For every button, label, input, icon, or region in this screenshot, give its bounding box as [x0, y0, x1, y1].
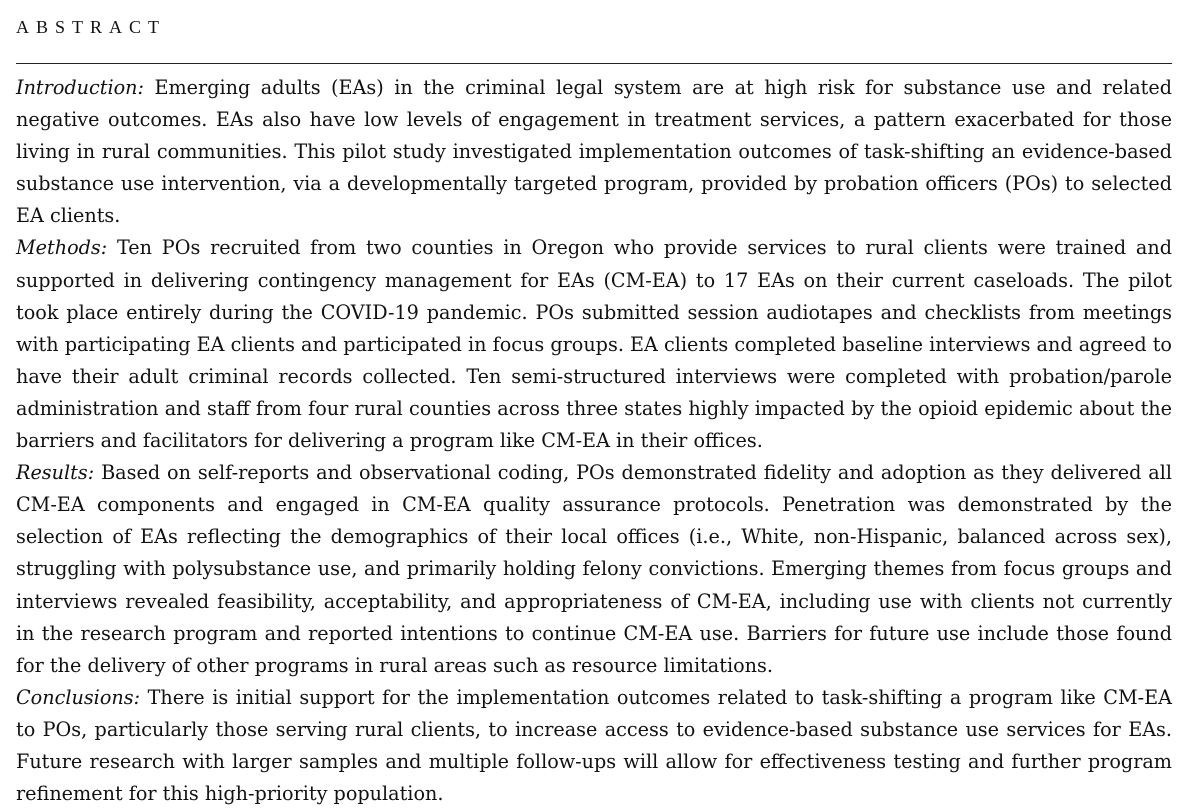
abstract-block: [16, 12, 1172, 810]
introduction-label: Introduction:: [16, 76, 144, 99]
abstract-heading: ABSTRACT: [16, 17, 167, 37]
methods-label: Methods:: [16, 236, 108, 260]
results-text: Based on self-reports and observational coding, POs demonstrated fidelity and adoption as they delivered all CM-EA components and engaged in CM-EA quality assurance protocols. Penetration was demonstrated by the selection of EAs reflecting the demographics of their local offices (i.e., White, non-Hispanic, balanced across sex), struggling with polysubstance use, and primarily holding felony convictions. Emerging themes from focus groups and interviews revealed feasibility, acceptability, and appropriateness of CM-EA, including use with clients not currently in the research program and reported intentions to continue CM-EA use. Barriers for future use include those found for the delivery of other programs in rural areas such as resource limitations.: [16, 461, 1172, 677]
heading-divider: [16, 63, 1172, 64]
introduction-paragraph: [16, 72, 1172, 232]
introduction-text: Emerging adults (EAs) in the criminal legal system are at high risk for substance use and related negative outcomes. EAs also have low levels of engagement in treatment services, a pattern exacerbated for those living in rural communities. This pilot study investigated implementation outcomes of task-shifting an evidence-based substance use intervention, via a developmentally targeted program, provided by probation officers (POs) to selected EA clients.: [16, 76, 1172, 228]
methods-text: Ten POs recruited from two counties in Oregon who provide services to rural clients were trained and supported in delivering contingency management for EAs (CM-EA) to 17 EAs on their current caseloads. The pilot took place entirely during the COVID-19 pandemic. POs submitted session audiotapes and checklists from meetings with participating EA clients and participated in focus groups. EA clients completed baseline interviews and agreed to have their adult criminal records collected. Ten semi-structured interviews were completed with probation/parole administration and staff from four rural counties across three states highly impacted by the opioid epidemic about the barriers and facilitators for delivering a program like CM-EA in their offices.: [16, 236, 1172, 453]
conclusions-label: Conclusions:: [16, 685, 141, 709]
methods-paragraph: [16, 232, 1172, 457]
conclusions-paragraph: [16, 682, 1172, 810]
conclusions-text: There is initial support for the implementation outcomes related to task-shifting a program like CM-EA to POs, particularly those serving rural clients, to increase access to evidence-based substance use services for EAs. Future research with larger samples and multiple follow-ups will allow for effectiveness testing and further program refinement for this high-priority population.: [16, 685, 1172, 806]
results-paragraph: [16, 457, 1172, 682]
results-label: Results:: [16, 461, 95, 485]
